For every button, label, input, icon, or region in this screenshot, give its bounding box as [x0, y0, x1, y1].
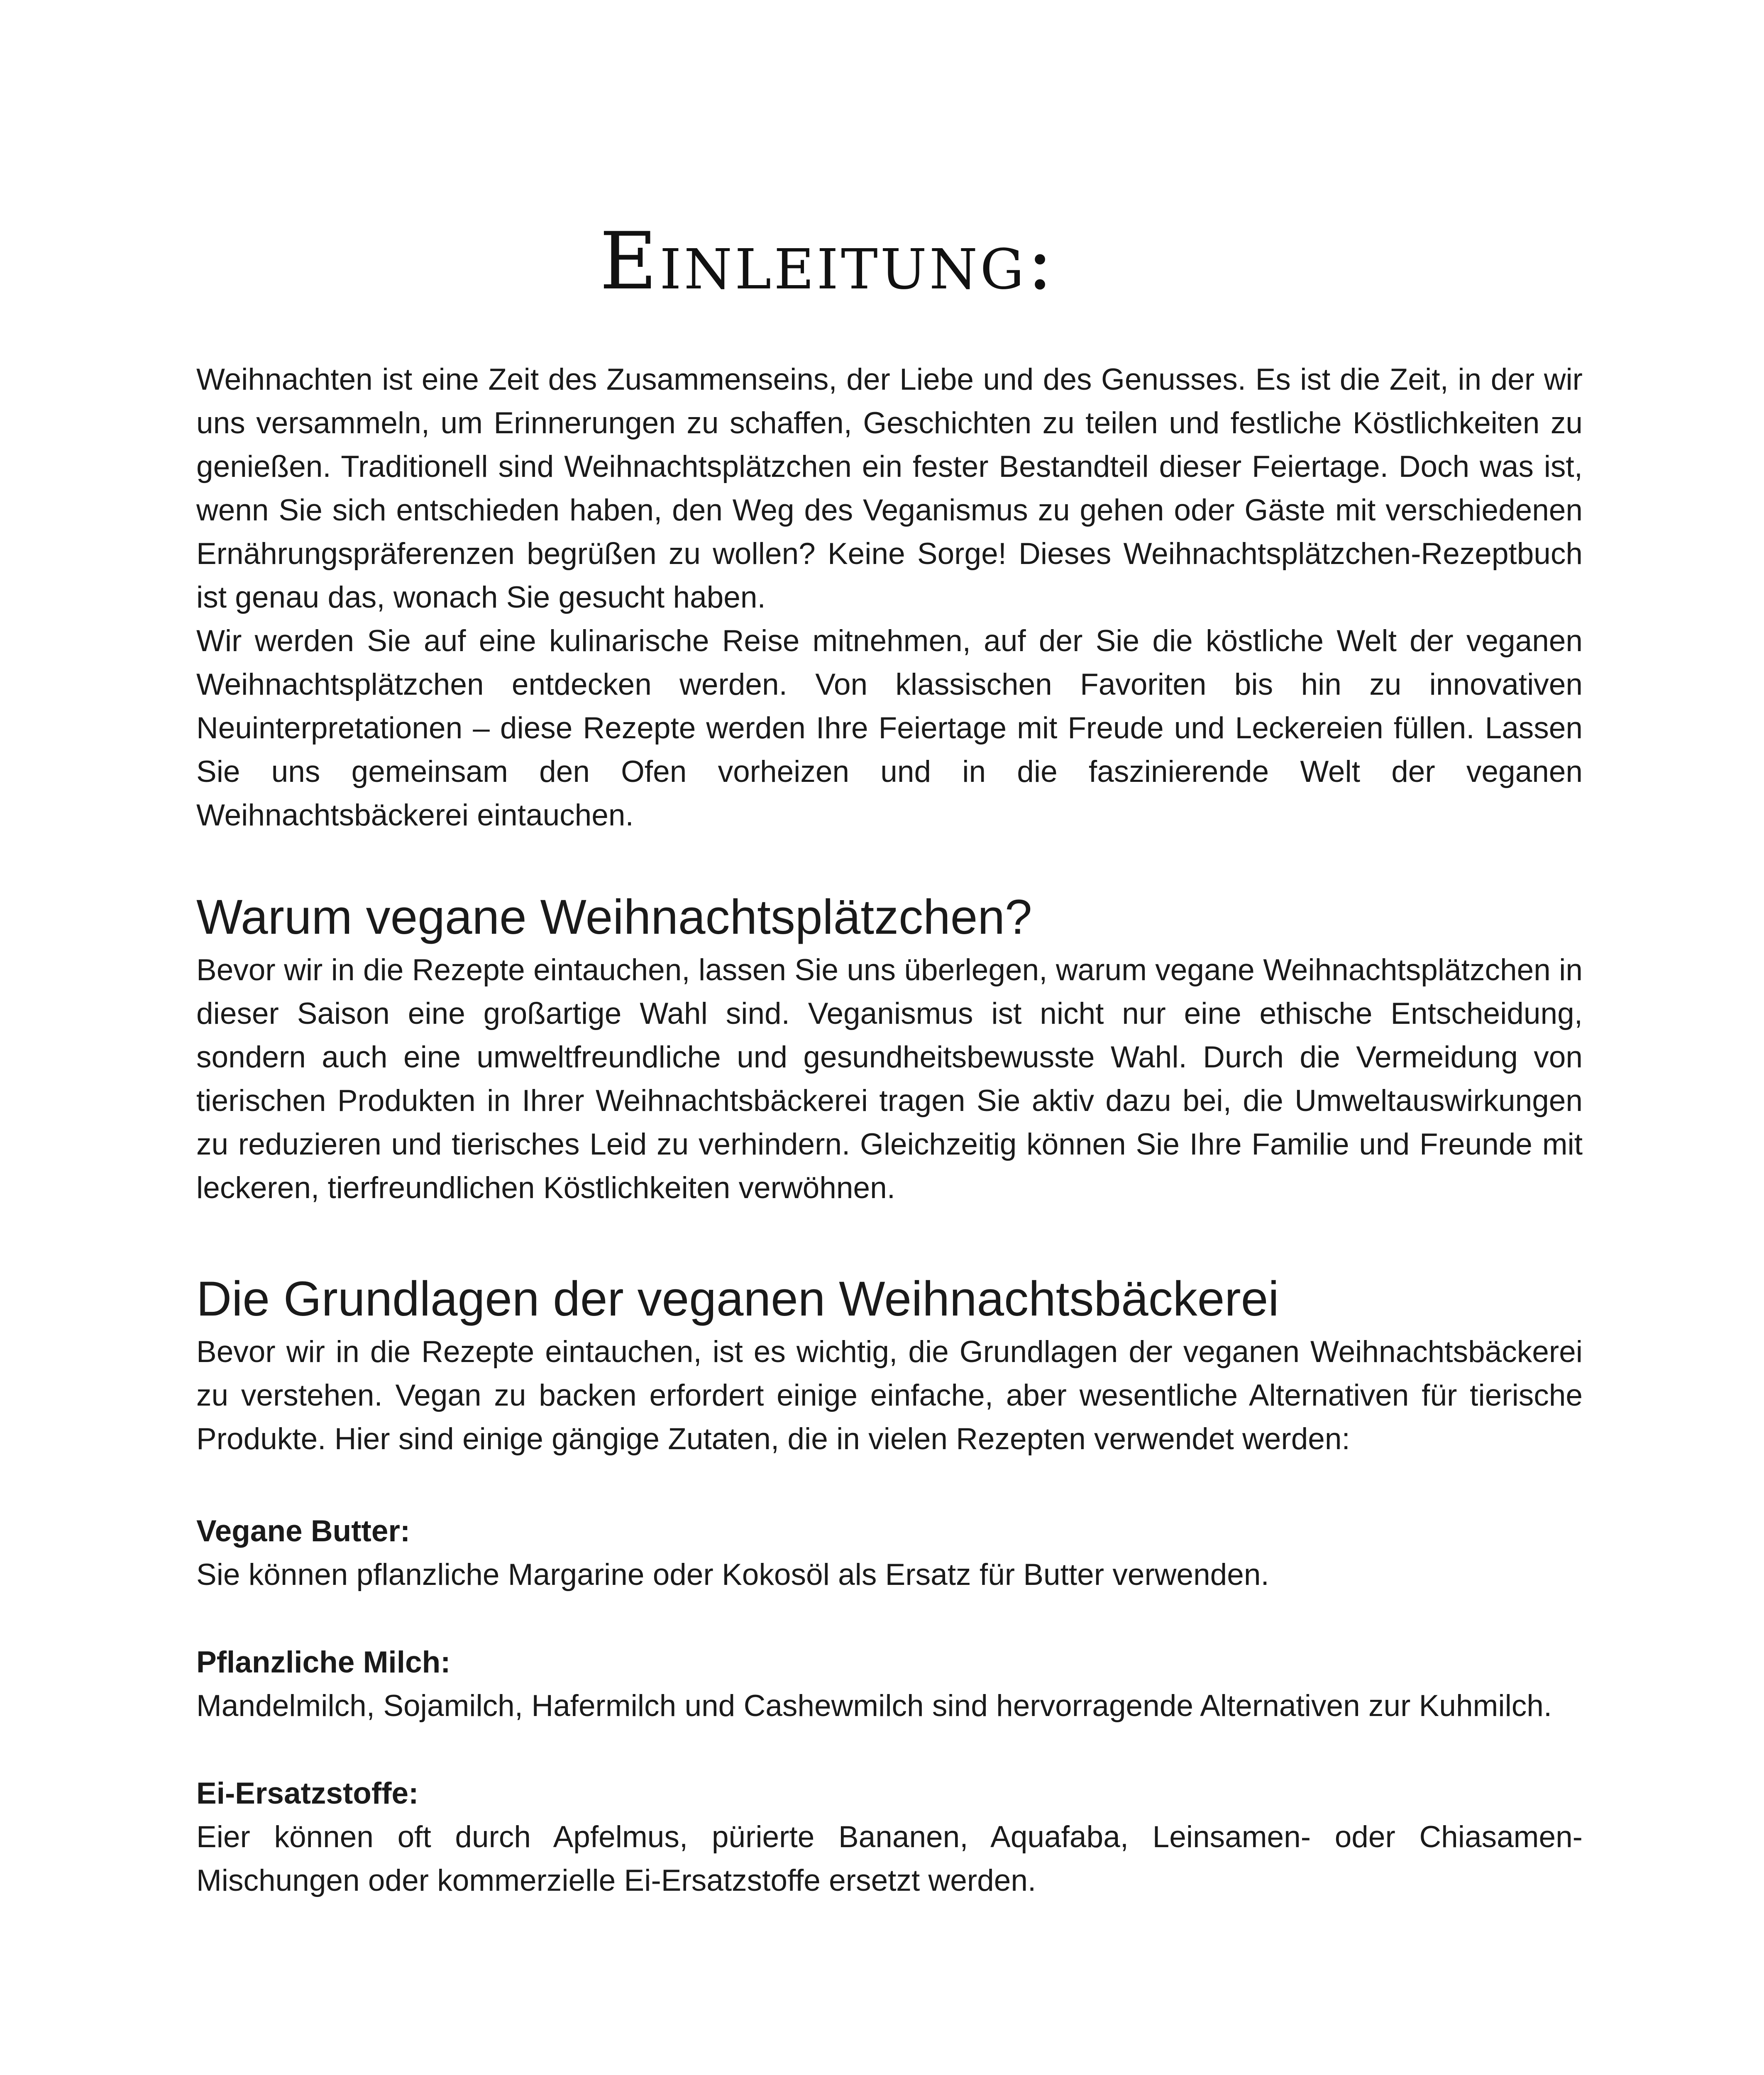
ingredient-title: Vegane Butter: [196, 1514, 410, 1548]
why-section [196, 886, 1583, 1210]
ingredient-vegan-butter [196, 1509, 1583, 1597]
why-paragraph: Bevor wir in die Rezepte eintauchen, lassen Sie uns überlegen, warum vegane Weihnachtsplätzchen in dieser Saison eine großartige Wahl sind. Veganismus ist nicht nur eine ethische Entscheidung, sondern auch eine umweltfreundliche und gesundheitsbewusste Wahl. Durch die Vermeidung von tierischen Produkten in Ihrer Weihnachtsbäckerei tragen Sie aktiv dazu bei, die Umweltauswirkungen zu reduzieren und tierisches Leid zu verhindern. Gleichzeitig können Sie Ihre Familie und Freunde mit leckeren, tierfreundlichen Köstlichkeiten verwöhnen. [196, 953, 1583, 1205]
basics-heading: Die Grundlagen der veganen Weihnachtsbäckerei [196, 1272, 1279, 1326]
ingredient-title: Ei-Ersatzstoffe: [196, 1777, 419, 1810]
page-number [0, 2071, 1764, 2075]
intro-paragraph-1: Weihnachten ist eine Zeit des Zusammenseins, der Liebe und des Genusses. Es ist die Zeit, in der wir uns versammeln, um Erinnerungen zu schaffen, Geschichten zu teilen und festliche Köstlichkeiten zu genießen. Traditionell sind Weihnachtsplätzchen ein fester Bestandteil dieser Feiertage. Doch was ist, wenn Sie sich entschieden haben, den Weg des Veganismus zu gehen oder Gäste mit verschiedenen Ernährungspräferenzen begrüßen zu wollen? Keine Sorge! Dieses Weihnachtsplätzchen-Rezeptbuch ist genau das, wonach Sie gesucht haben. [196, 363, 1583, 614]
intro-paragraph-2: Wir werden Sie auf eine kulinarische Reise mitnehmen, auf der Sie die köstliche Welt der veganen Weihnachtsplätzchen entdecken werden. Von klassischen Favoriten bis hin zu innovativen Neuinterpretationen – diese Rezepte werden Ihre Feiertage mit Freude und Leckereien füllen. Lassen Sie uns gemeinsam den Ofen vorheizen und in die faszinierende Welt der veganen Weihnachtsbäckerei eintauchen. [196, 624, 1583, 832]
ingredient-text: Sie können pflanzliche Margarine oder Kokosöl als Ersatz für Butter verwenden. [196, 1558, 1269, 1592]
ingredient-egg-substitutes [196, 1772, 1583, 1902]
ingredient-plant-milk [196, 1640, 1583, 1728]
ingredient-text: Mandelmilch, Sojamilch, Hafermilch und Cashewmilch sind hervorragende Alternativen zur Kuhmilch. [196, 1689, 1552, 1723]
basics-paragraph: Bevor wir in die Rezepte eintauchen, ist es wichtig, die Grundlagen der veganen Weihnachtsbäckerei zu verstehen. Vegan zu backen erfordert einige einfache, aber wesentliche Alternativen für tierische Produkte. Hier sind einige gängige Zutaten, die in vielen Rezepten verwendet werden: [196, 1335, 1583, 1456]
intro-section [196, 358, 1583, 837]
why-heading: Warum vegane Weihnachtsplätzchen? [196, 890, 1032, 945]
page-title: Einleitung: [599, 215, 1056, 307]
ingredient-title: Pflanzliche Milch: [196, 1645, 451, 1679]
ingredient-text: Eier können oft durch Apfelmus, pürierte Bananen, Aquafaba, Leinsamen- oder Chiasamen-Mischungen oder kommerzielle Ei-Ersatzstoffe ersetzt werden. [196, 1820, 1583, 1897]
basics-section [196, 1268, 1583, 1461]
